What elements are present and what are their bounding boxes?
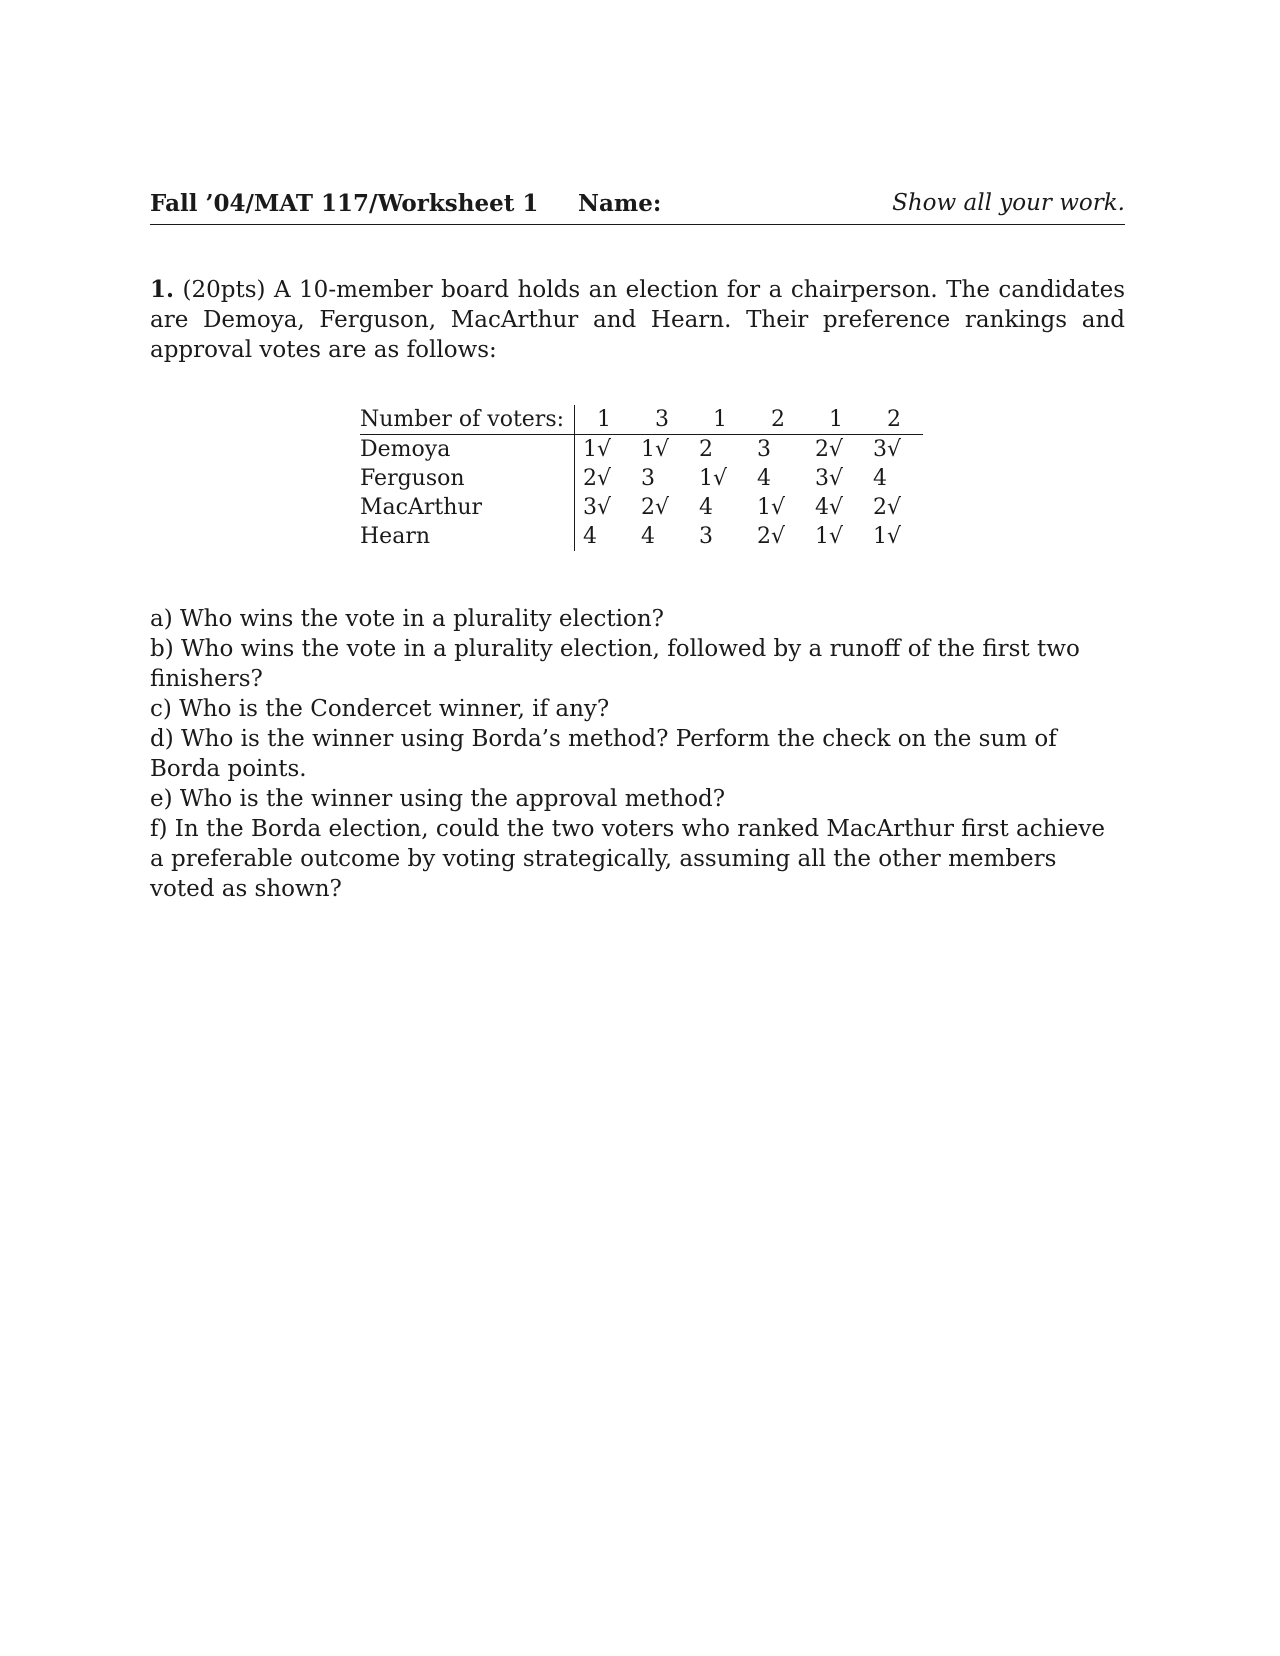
question-item: d) Who is the winner using Borda’s method? Perform the check on the sum of Borda points. (150, 726, 1057, 782)
problem-number: 1. (150, 276, 175, 303)
ranking-cell: 3√ (815, 466, 844, 491)
candidate-row (360, 493, 923, 522)
instruction-text: Show all your work. (892, 190, 1125, 216)
question-item: e) Who is the winner using the approval method? (150, 786, 726, 812)
ranking-cell: 4 (699, 495, 714, 520)
candidate-row (360, 522, 923, 551)
ranking-cell: 4 (873, 466, 888, 491)
worksheet-header (150, 190, 1125, 225)
question-list (150, 604, 1125, 904)
voter-count-label: Number of voters: (360, 405, 575, 435)
voter-count-cell: 3 (633, 405, 691, 435)
candidate-name: MacArthur (360, 493, 575, 522)
ranking-cell: 2√ (641, 495, 670, 520)
question-item: a) Who wins the vote in a plurality election? (150, 606, 664, 632)
ranking-cell: 2√ (757, 524, 786, 549)
ranking-cell: 3√ (583, 495, 612, 520)
question-item: c) Who is the Condercet winner, if any? (150, 696, 610, 722)
ranking-cell: 1√ (583, 437, 612, 462)
ranking-cell: 1√ (815, 524, 844, 549)
candidate-name: Demoya (360, 435, 575, 465)
ranking-cell: 1√ (699, 466, 728, 491)
ranking-cell: 2 (699, 437, 714, 462)
name-label: Name: (578, 190, 662, 217)
candidate-name: Ferguson (360, 464, 575, 493)
ranking-cell: 1√ (873, 524, 902, 549)
candidate-row (360, 435, 923, 465)
ranking-cell: 4 (641, 524, 656, 549)
candidate-row (360, 464, 923, 493)
course-title: Fall ’04/MAT 117/Worksheet 1 (150, 190, 539, 217)
ranking-cell: 1√ (641, 437, 670, 462)
ranking-cell: 4 (757, 466, 772, 491)
ranking-cell: 4 (583, 524, 598, 549)
preference-table (360, 405, 923, 551)
ranking-cell: 3 (699, 524, 714, 549)
ranking-cell: 2√ (815, 437, 844, 462)
candidate-name: Hearn (360, 522, 575, 551)
voter-count-cell: 1 (575, 405, 634, 435)
question-item: f) In the Borda election, could the two voters who ranked MacArthur first achieve a preferable outcome by voting strategically, assuming all the other members voted as shown? (150, 816, 1105, 902)
voter-count-cell: 2 (865, 405, 923, 435)
question-item: b) Who wins the vote in a plurality election, followed by a runoff of the first two finishers? (150, 636, 1080, 692)
voter-count-row (360, 405, 923, 435)
ranking-cell: 3 (641, 466, 656, 491)
ranking-cell: 1√ (757, 495, 786, 520)
ranking-cell: 2√ (873, 495, 902, 520)
ranking-cell: 2√ (583, 466, 612, 491)
problem-text: (20pts) A 10-member board holds an election for a chairperson. The candidates are Demoya, Ferguson, MacArthur and Hearn. Their preference rankings and approval votes are as follows: (150, 277, 1126, 363)
ranking-cell: 4√ (815, 495, 844, 520)
voter-count-cell: 1 (691, 405, 749, 435)
problem-statement (150, 275, 1125, 365)
ranking-cell: 3 (757, 437, 772, 462)
voter-count-cell: 1 (807, 405, 865, 435)
voter-count-cell: 2 (749, 405, 807, 435)
ranking-cell: 3√ (873, 437, 902, 462)
